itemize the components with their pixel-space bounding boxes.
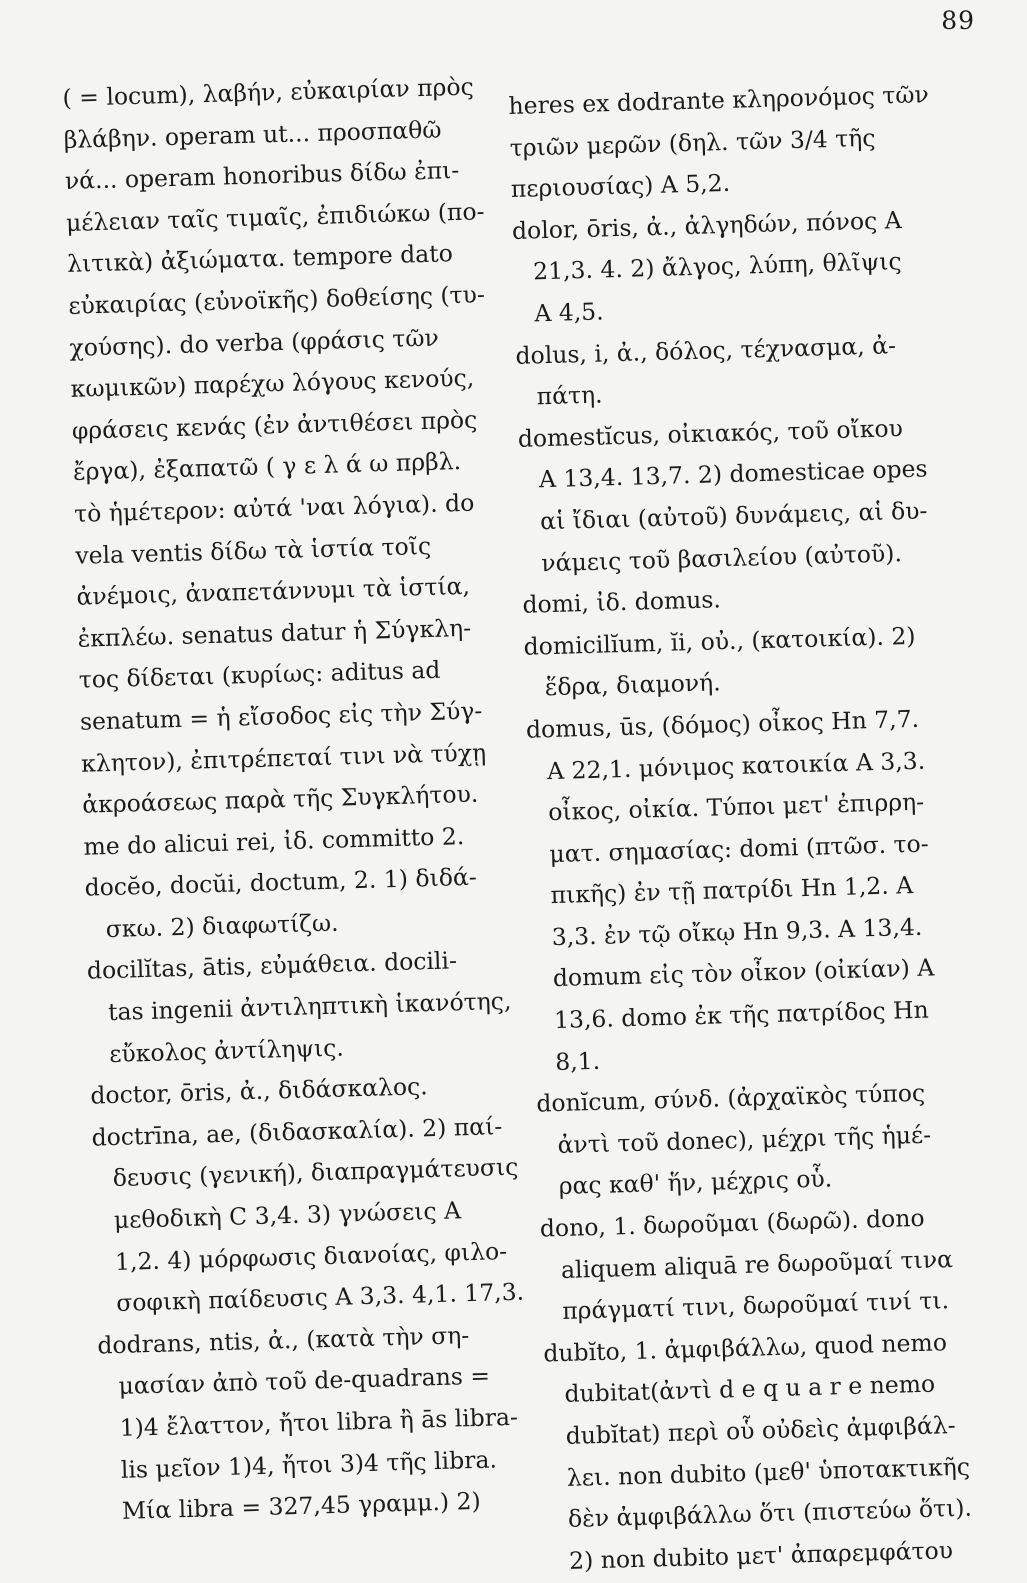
text-line: δευσις (γενική), διαπραγμάτευσις [112, 1153, 519, 1193]
text-line: νάμεις τοῦ βασιλείου (αὐτοῦ). [540, 538, 903, 577]
text-line: 21,3. 4. 2) ἄλγος, λύπη, θλῖψις [532, 247, 902, 286]
text-line: ἕδρα, διαμονή. [544, 668, 722, 702]
entry-line: dodrans, ntis, ἀ., (κατὰ τὴν ση- [97, 1320, 470, 1360]
text-line: 3,3. ἐν τῷ οἴκῳ Hn 9,3. A 13,4. [551, 912, 923, 951]
text-line: senatum = ἡ εἴσοδος εἰς τὴν Σύγ- [79, 696, 483, 736]
text-line: vela ventis δίδω τὰ ἱστία τοῖς [74, 531, 432, 570]
text-line: λει. non dubito (μεθ' ὑποτακτικῆς [566, 1452, 971, 1492]
text-line: εὔκολος ἀντίληψις. [108, 1033, 345, 1068]
text-line: πικῆς) ἐν τῇ πατρίδι Hn 1,2. A [550, 871, 914, 910]
text-line: νά... operam honoribus δίδω ἐπι- [64, 156, 460, 196]
text-line: dubĭtat) περὶ οὗ οὐδεὶς ἀμφιβάλ- [565, 1411, 956, 1450]
text-line: ἀντὶ τοῦ donec), μέχρι τῆς ἡμέ- [557, 1120, 932, 1159]
text-line: me do alicui rei, ἰδ. committo 2. [83, 821, 465, 861]
text-line: dubitat(ἀντὶ d e q u a r e nemo [564, 1369, 936, 1409]
text-line: 13,6. domo ἐκ τῆς πατρίδος Hn [553, 995, 930, 1035]
text-line: φράσεις κενάς (ἐν ἀντιθέσει πρὸς [71, 405, 478, 445]
entry-line: dubĭto, 1. ἀμφιβάλλω, quod nemo [543, 1328, 948, 1368]
text-line: κωμικῶν) παρέχω λόγους κενούς, [70, 363, 475, 404]
text-line: βλάβην. operam ut... προσπαθῶ [63, 115, 442, 154]
text-line: μασίαν ἀπὸ τοῦ de-quadrans = [118, 1361, 491, 1401]
text-line: οἶκος, οἰκία. Τύποι μετ' ἐπιρρη- [547, 787, 925, 827]
left-column [62, 65, 552, 1533]
text-line: τριῶν μερῶν (δηλ. τῶν 3/4 τῆς [509, 123, 876, 162]
text-line: ἀνέμοις, ἀναπετάννυμι τὰ ἱστία, [76, 571, 471, 611]
entry-line: dolor, ōris, ἀ., ἀλγηδών, πόνος A [511, 205, 902, 245]
text-line: μέλειαν ταῖς τιμαῖς, ἐπιδιώκω (πο- [65, 197, 485, 237]
text-line: ἔργα), ἐξαπατῶ ( γ ε λ ά ω πρβλ. [72, 447, 462, 487]
text-line: A 4,5. [533, 297, 605, 328]
entry-line: domus, ūs, (δόμος) οἶκος Hn 7,7. [525, 704, 920, 744]
text-line: κλητον), ἐπιτρέπεταί τινι νὰ τύχῃ [80, 737, 487, 778]
text-line: A 22,1. μόνιμος κατοικία A 3,3. [546, 746, 926, 785]
right-column [508, 73, 1020, 1583]
text-line: domum εἰς τὸν οἶκον (οἰκίαν) A [552, 953, 935, 993]
text-line: ματ. σημασίας: domi (πτῶσ. το- [549, 829, 930, 868]
text-line: περιουσίας) A 5,2. [510, 169, 731, 204]
entry-line: doctrīna, ae, (διδασκαλία). 2) παί- [91, 1111, 503, 1152]
text-line: ρας καθ' ἥν, μέχρις οὗ. [558, 1164, 833, 1201]
text-line: Μία libra = 327,45 γραμμ.) 2) [121, 1487, 482, 1526]
text-line: 1,2. 4) μόρφωσις διανοίας, φιλο- [114, 1236, 508, 1276]
text-line: 8,1. [554, 1046, 601, 1076]
text-line: ἐκπλέω. senatus datur ἡ Σύγκλη- [77, 613, 472, 653]
entry-line: doctor, ōris, ἀ., διδάσκαλος. [90, 1072, 429, 1110]
text-line: heres ex dodrante κληρονόμος τῶν [508, 80, 930, 120]
entry-line: docĕo, docŭi, doctum, 2. 1) διδά- [84, 863, 478, 902]
text-line: τος δίδεται (κυρίως: aditus ad [78, 655, 441, 695]
text-line: ἀκροάσεως παρὰ τῆς Συγκλήτου. [81, 779, 479, 819]
entry-line: dono, 1. δωροῦμαι (δωρῶ). dono [539, 1203, 925, 1243]
text-line: lis μεῖον 1)4, ἤτοι 3)4 τῆς libra. [120, 1444, 498, 1484]
entry-line: domi, ἰδ. domus. [522, 585, 722, 619]
entry-line: donĭcum, σύνδ. (ἀρχαϊκὸς τύπος [536, 1079, 926, 1118]
entry-line: domicilĭum, ĭi, οὐ., (κατοικία). 2) [523, 621, 916, 661]
entry-line: domestĭcus, οἰκιακός, τοῦ οἴκου [517, 413, 904, 453]
text-line: χούσης). do verba (φράσις τῶν [69, 323, 440, 362]
entry-line: dolus, i, ἀ., δόλος, τέχνασμα, ἀ- [515, 330, 897, 370]
text-line: 1)4 ἔλαττον, ἤτοι libra ἢ ās libra- [119, 1402, 519, 1442]
page-number: 89 [941, 6, 975, 35]
text-line: 2) non dubito μετ' ἀπαρεμφάτου [568, 1535, 954, 1575]
text-line: πάτη. [536, 380, 603, 411]
entry-line: docilĭtas, ātis, εὐμάθεια. docili- [86, 946, 458, 986]
text-line: πράγματί τινι, δωροῦμαί τινί τι. [561, 1286, 950, 1326]
text-line: τὸ ἡμέτερον: αὐτά 'ναι λόγια). do [73, 488, 475, 528]
text-line: λιτικὰ) ἀξιώματα. tempore dato [66, 239, 454, 279]
text-line: εὐκαιρίας (εὐνοϊκῆς) δοθείσης (τυ- [67, 280, 486, 320]
text-line: μεθοδικὴ C 3,4. 3) γνώσεις A [113, 1196, 462, 1235]
text-line: ( = locum), λαβήν, εὐκαιρίαν πρὸς [62, 72, 475, 112]
text-line: tas ingenii ἀντιληπτικὴ ἱκανότης, [107, 986, 512, 1027]
text-line: A 13,4. 13,7. 2) domesticae opes [538, 454, 928, 494]
text-line: σοφικὴ παίδευσις A 3,3. 4,1. 17,3. [115, 1277, 525, 1318]
text-line: σκω. 2) διαφωτίζω. [105, 908, 339, 943]
text-line: δὲν ἀμφιβάλλω ὅτι (πιστεύω ὅτι). [567, 1493, 973, 1534]
text-line: aliquem aliquā re δωροῦμαί τινα [560, 1244, 954, 1284]
text-line: αἱ ἴδιαι (αὐτοῦ) δυνάμεις, αἱ δυ- [539, 496, 928, 536]
